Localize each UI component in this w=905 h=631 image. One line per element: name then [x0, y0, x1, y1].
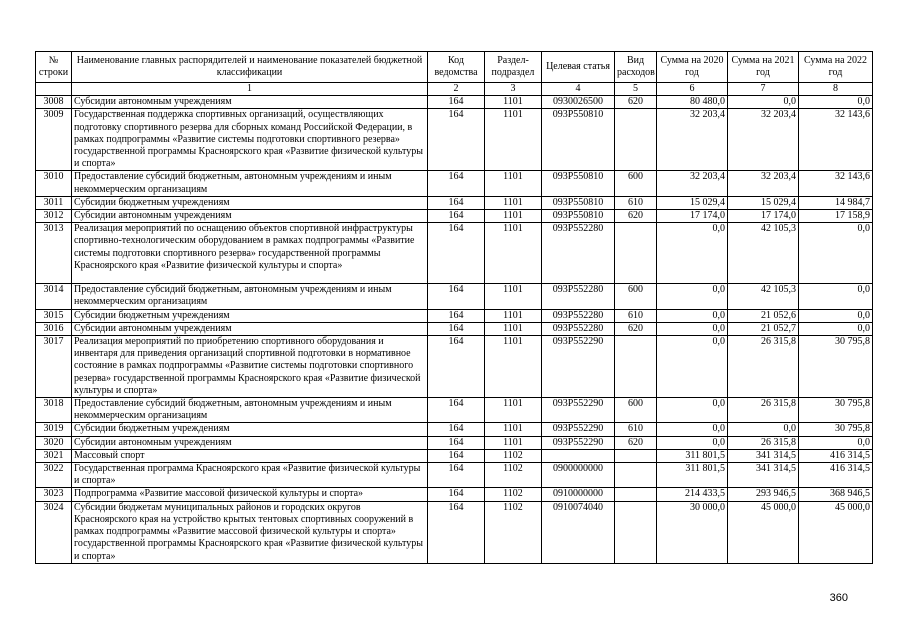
row-expense-type: 620	[615, 96, 657, 109]
budget-table	[35, 51, 873, 564]
row-sum-2021: 26 315,8	[728, 436, 799, 449]
row-section: 1102	[485, 449, 542, 462]
row-number: 3009	[36, 109, 72, 171]
row-dept-code: 164	[428, 449, 485, 462]
row-number: 3012	[36, 210, 72, 223]
table-row	[36, 223, 873, 284]
row-sum-2021: 17 174,0	[728, 210, 799, 223]
row-dept-code: 164	[428, 488, 485, 501]
table-row	[36, 436, 873, 449]
row-dept-code: 164	[428, 210, 485, 223]
row-expense-type: 610	[615, 423, 657, 436]
row-dept-code: 164	[428, 223, 485, 284]
row-target-article	[542, 449, 615, 462]
column-index: 6	[657, 83, 728, 96]
row-sum-2022: 0,0	[799, 223, 873, 284]
row-number: 3014	[36, 284, 72, 309]
row-sum-2021: 45 000,0	[728, 501, 799, 563]
row-sum-2020: 30 000,0	[657, 501, 728, 563]
table-body	[36, 96, 873, 564]
row-section: 1101	[485, 171, 542, 196]
row-section: 1101	[485, 284, 542, 309]
row-number: 3011	[36, 196, 72, 209]
row-sum-2020: 80 480,0	[657, 96, 728, 109]
row-name: Субсидии автономным учреждениям	[72, 210, 428, 223]
row-name: Субсидии автономным учреждениям	[72, 96, 428, 109]
row-expense-type: 620	[615, 210, 657, 223]
row-section: 1101	[485, 336, 542, 398]
row-dept-code: 164	[428, 336, 485, 398]
row-sum-2022: 416 314,5	[799, 463, 873, 488]
row-expense-type	[615, 463, 657, 488]
header-row-number: № строки	[36, 52, 72, 83]
row-sum-2020: 311 801,5	[657, 463, 728, 488]
header-expense-type: Вид расходов	[615, 52, 657, 83]
row-target-article: 093P552290	[542, 436, 615, 449]
row-sum-2020: 0,0	[657, 223, 728, 284]
row-sum-2022: 30 795,8	[799, 423, 873, 436]
row-dept-code: 164	[428, 284, 485, 309]
row-section: 1101	[485, 96, 542, 109]
row-section: 1102	[485, 488, 542, 501]
row-sum-2020: 17 174,0	[657, 210, 728, 223]
row-number: 3019	[36, 423, 72, 436]
row-name: Субсидии бюджетам муниципальных районов и городских округов Красноярского края на устройство крытых тентовых спортивных сооружений в рамках подпрограммы «Развитие массовой физической культуры и спорта» государственной программы Красноярского края «Развитие физической культуры и спорта»	[72, 501, 428, 563]
row-expense-type: 610	[615, 196, 657, 209]
row-name: Предоставление субсидий бюджетным, автономным учреждениям и иным некоммерческим организациям	[72, 398, 428, 423]
row-sum-2020: 0,0	[657, 284, 728, 309]
header-name: Наименование главных распорядителей и наименование показателей бюджетной классификации	[72, 52, 428, 83]
table-row	[36, 463, 873, 488]
column-index: 8	[799, 83, 873, 96]
row-number: 3024	[36, 501, 72, 563]
row-section: 1101	[485, 210, 542, 223]
row-sum-2021: 341 314,5	[728, 449, 799, 462]
row-sum-2022: 30 795,8	[799, 398, 873, 423]
row-number: 3020	[36, 436, 72, 449]
row-section: 1101	[485, 223, 542, 284]
row-expense-type	[615, 449, 657, 462]
row-number: 3022	[36, 463, 72, 488]
row-sum-2021: 341 314,5	[728, 463, 799, 488]
row-target-article: 0910000000	[542, 488, 615, 501]
row-section: 1102	[485, 501, 542, 563]
row-sum-2022: 30 795,8	[799, 336, 873, 398]
row-dept-code: 164	[428, 171, 485, 196]
row-name: Государственная программа Красноярского края «Развитие физической культуры и спорта»	[72, 463, 428, 488]
row-dept-code: 164	[428, 109, 485, 171]
row-sum-2022: 14 984,7	[799, 196, 873, 209]
row-section: 1101	[485, 322, 542, 335]
row-sum-2020: 0,0	[657, 336, 728, 398]
column-index	[36, 83, 72, 96]
row-sum-2021: 21 052,6	[728, 309, 799, 322]
table-row	[36, 423, 873, 436]
header-section: Раздел- подраздел	[485, 52, 542, 83]
row-sum-2020: 32 203,4	[657, 109, 728, 171]
column-index: 1	[72, 83, 428, 96]
row-sum-2020: 0,0	[657, 322, 728, 335]
row-expense-type	[615, 336, 657, 398]
row-expense-type: 610	[615, 309, 657, 322]
row-sum-2021: 0,0	[728, 423, 799, 436]
row-sum-2022: 0,0	[799, 436, 873, 449]
row-dept-code: 164	[428, 196, 485, 209]
row-dept-code: 164	[428, 436, 485, 449]
row-number: 3013	[36, 223, 72, 284]
row-expense-type	[615, 109, 657, 171]
page-number: 360	[829, 592, 848, 604]
row-target-article: 0930026500	[542, 96, 615, 109]
table-row	[36, 309, 873, 322]
row-sum-2021: 0,0	[728, 96, 799, 109]
column-index: 3	[485, 83, 542, 96]
table-row	[36, 196, 873, 209]
row-sum-2020: 214 433,5	[657, 488, 728, 501]
row-target-article: 093P550810	[542, 196, 615, 209]
row-section: 1101	[485, 398, 542, 423]
row-target-article: 093P552290	[542, 423, 615, 436]
row-target-article: 093P552280	[542, 284, 615, 309]
row-sum-2021: 293 946,5	[728, 488, 799, 501]
row-name: Субсидии бюджетным учреждениям	[72, 196, 428, 209]
row-target-article: 093P552280	[542, 223, 615, 284]
row-name: Предоставление субсидий бюджетным, автономным учреждениям и иным некоммерческим организациям	[72, 171, 428, 196]
row-number: 3015	[36, 309, 72, 322]
row-sum-2022: 416 314,5	[799, 449, 873, 462]
row-section: 1101	[485, 309, 542, 322]
table-row	[36, 488, 873, 501]
row-number: 3010	[36, 171, 72, 196]
row-dept-code: 164	[428, 96, 485, 109]
header-dept-code: Код ведомства	[428, 52, 485, 83]
row-expense-type	[615, 488, 657, 501]
row-target-article: 093P552280	[542, 309, 615, 322]
table-row	[36, 284, 873, 309]
table-row	[36, 171, 873, 196]
row-expense-type	[615, 223, 657, 284]
row-name: Массовый спорт	[72, 449, 428, 462]
table-row	[36, 336, 873, 398]
row-sum-2022: 45 000,0	[799, 501, 873, 563]
row-target-article: 093P550810	[542, 210, 615, 223]
row-target-article: 0910074040	[542, 501, 615, 563]
row-target-article: 093P550810	[542, 109, 615, 171]
row-name: Субсидии автономным учреждениям	[72, 436, 428, 449]
row-target-article: 093P552290	[542, 336, 615, 398]
row-name: Субсидии бюджетным учреждениям	[72, 309, 428, 322]
row-sum-2020: 0,0	[657, 436, 728, 449]
row-sum-2020: 0,0	[657, 309, 728, 322]
row-sum-2022: 368 946,5	[799, 488, 873, 501]
table-row	[36, 322, 873, 335]
row-dept-code: 164	[428, 463, 485, 488]
row-sum-2022: 17 158,9	[799, 210, 873, 223]
row-expense-type: 620	[615, 322, 657, 335]
row-sum-2021: 32 203,4	[728, 109, 799, 171]
row-target-article: 093P550810	[542, 171, 615, 196]
row-name: Субсидии бюджетным учреждениям	[72, 423, 428, 436]
row-sum-2022: 0,0	[799, 309, 873, 322]
row-sum-2022: 0,0	[799, 284, 873, 309]
row-section: 1101	[485, 423, 542, 436]
header-sum-2020: Сумма на 2020 год	[657, 52, 728, 83]
table-row	[36, 96, 873, 109]
row-sum-2021: 26 315,8	[728, 398, 799, 423]
row-sum-2021: 26 315,8	[728, 336, 799, 398]
header-sum-2022: Сумма на 2022 год	[799, 52, 873, 83]
row-name: Реализация мероприятий по приобретению спортивного оборудования и инвентаря для приведения организаций спортивной подготовки в нормативное состояние в рамках подпрограммы «Развитие системы подготовки спортивного резерва» государственной программы Красноярского края «Развитие физической культуры и спорта»	[72, 336, 428, 398]
row-expense-type: 600	[615, 398, 657, 423]
row-number: 3017	[36, 336, 72, 398]
row-sum-2020: 32 203,4	[657, 171, 728, 196]
row-target-article: 0900000000	[542, 463, 615, 488]
header-target-article: Целевая статья	[542, 52, 615, 83]
table-row	[36, 501, 873, 563]
row-dept-code: 164	[428, 423, 485, 436]
row-sum-2022: 0,0	[799, 322, 873, 335]
row-section: 1101	[485, 436, 542, 449]
column-index: 4	[542, 83, 615, 96]
column-index: 5	[615, 83, 657, 96]
row-sum-2022: 32 143,6	[799, 171, 873, 196]
row-sum-2020: 15 029,4	[657, 196, 728, 209]
row-expense-type: 600	[615, 284, 657, 309]
row-expense-type	[615, 501, 657, 563]
table-row	[36, 449, 873, 462]
row-sum-2020: 0,0	[657, 423, 728, 436]
row-sum-2020: 0,0	[657, 398, 728, 423]
row-name: Государственная поддержка спортивных организаций, осуществляющих подготовку спортивного резерва для сборных команд Российской Федерации, в рамках подпрограммы «Развитие системы подготовки спортивного резерва» государственной программы Красноярского края «Развитие физической культуры и спорта»	[72, 109, 428, 171]
row-name: Подпрограмма «Развитие массовой физической культуры и спорта»	[72, 488, 428, 501]
row-sum-2021: 32 203,4	[728, 171, 799, 196]
row-sum-2021: 15 029,4	[728, 196, 799, 209]
row-number: 3023	[36, 488, 72, 501]
row-dept-code: 164	[428, 501, 485, 563]
column-index: 7	[728, 83, 799, 96]
row-number: 3018	[36, 398, 72, 423]
header-sum-2021: Сумма на 2021 год	[728, 52, 799, 83]
header-row	[36, 52, 873, 83]
row-number: 3021	[36, 449, 72, 462]
row-dept-code: 164	[428, 398, 485, 423]
row-expense-type: 620	[615, 436, 657, 449]
row-section: 1102	[485, 463, 542, 488]
row-dept-code: 164	[428, 309, 485, 322]
row-expense-type: 600	[615, 171, 657, 196]
row-sum-2022: 0,0	[799, 96, 873, 109]
row-sum-2021: 42 105,3	[728, 284, 799, 309]
row-section: 1101	[485, 109, 542, 171]
table-row	[36, 109, 873, 171]
row-section: 1101	[485, 196, 542, 209]
table-row	[36, 210, 873, 223]
row-sum-2020: 311 801,5	[657, 449, 728, 462]
table-row	[36, 398, 873, 423]
column-index-row	[36, 83, 873, 96]
row-number: 3016	[36, 322, 72, 335]
row-sum-2021: 21 052,7	[728, 322, 799, 335]
row-number: 3008	[36, 96, 72, 109]
row-dept-code: 164	[428, 322, 485, 335]
row-target-article: 093P552280	[542, 322, 615, 335]
row-sum-2021: 42 105,3	[728, 223, 799, 284]
row-sum-2022: 32 143,6	[799, 109, 873, 171]
row-name: Предоставление субсидий бюджетным, автономным учреждениям и иным некоммерческим организациям	[72, 284, 428, 309]
row-name: Субсидии автономным учреждениям	[72, 322, 428, 335]
column-index: 2	[428, 83, 485, 96]
row-target-article: 093P552290	[542, 398, 615, 423]
row-name: Реализация мероприятий по оснащению объектов спортивной инфраструктуры спортивно-технологическим оборудованием в рамках подпрограммы «Развитие системы подготовки спортивного резерва» государственной программы Красноярского края «Развитие физической культуры и спорта»	[72, 223, 428, 284]
